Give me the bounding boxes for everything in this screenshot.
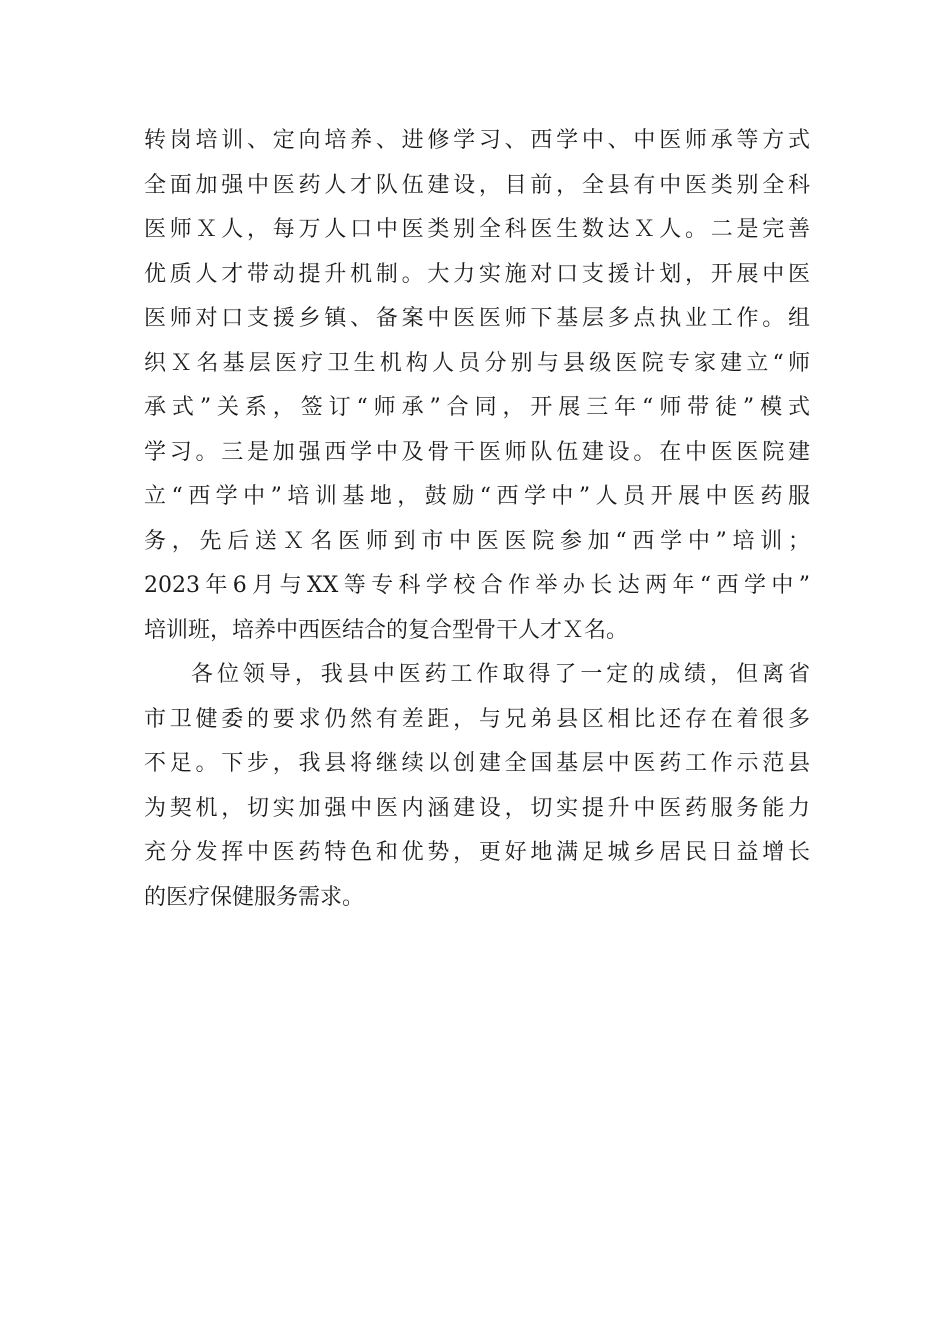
text-line: 优质人才带动提升机制。大力实施对口支援计划，开展中医 — [144, 261, 810, 287]
text-line: 市卫健委的要求仍然有差距，与兄弟县区相比还存在着很多 — [144, 706, 810, 732]
text-line: 为契机，切实加强中医内涵建设，切实提升中医药服务能力 — [144, 795, 810, 821]
text-line: 学习。三是加强西学中及骨干医师队伍建设。在中医医院建 — [144, 439, 810, 465]
paragraph-2 — [144, 653, 810, 920]
text-line: 充分发挥中医药特色和优势，更好地满足城乡居民日益增长 — [144, 840, 810, 865]
text-line: 培训班，培养中西医结合的复合型骨干人才Ｘ名。 — [144, 617, 629, 643]
text-line: 医师Ｘ人，每万人口中医类别全科医生数达Ｘ人。二是完善 — [144, 217, 810, 242]
text-line: 立“西学中”培训基地，鼓励“西学中”人员开展中医药服 — [144, 484, 810, 509]
text-line: 各位领导，我县中医药工作取得了一定的成绩，但离省 — [191, 662, 810, 687]
text-line: 转岗培训、定向培养、进修学习、西学中、中医师承等方式 — [144, 128, 810, 153]
text-line: 织Ｘ名基层医疗卫生机构人员分别与县级医院专家建立“师 — [144, 350, 810, 376]
text-line: 医师对口支援乡镇、备案中医医师下基层多点执业工作。组 — [144, 306, 810, 331]
text-line: 承式”关系，签订“师承”合同，开展三年“师带徒”模式 — [144, 395, 810, 420]
text-line: 全面加强中医药人才队伍建设，目前，全县有中医类别全科 — [144, 172, 810, 198]
paragraph-1 — [144, 119, 810, 653]
document-body — [144, 119, 810, 920]
text-line: 务，先后送Ｘ名医师到市中医医院参加“西学中”培训； — [144, 528, 810, 554]
text-line: 2023年6月与XX等专科学校合作举办长达两年“西学中” — [144, 573, 810, 598]
text-line: 不足。下步，我县将继续以创建全国基层中医药工作示范县 — [144, 751, 810, 776]
text-line: 的医疗保健服务需求。 — [144, 884, 365, 910]
